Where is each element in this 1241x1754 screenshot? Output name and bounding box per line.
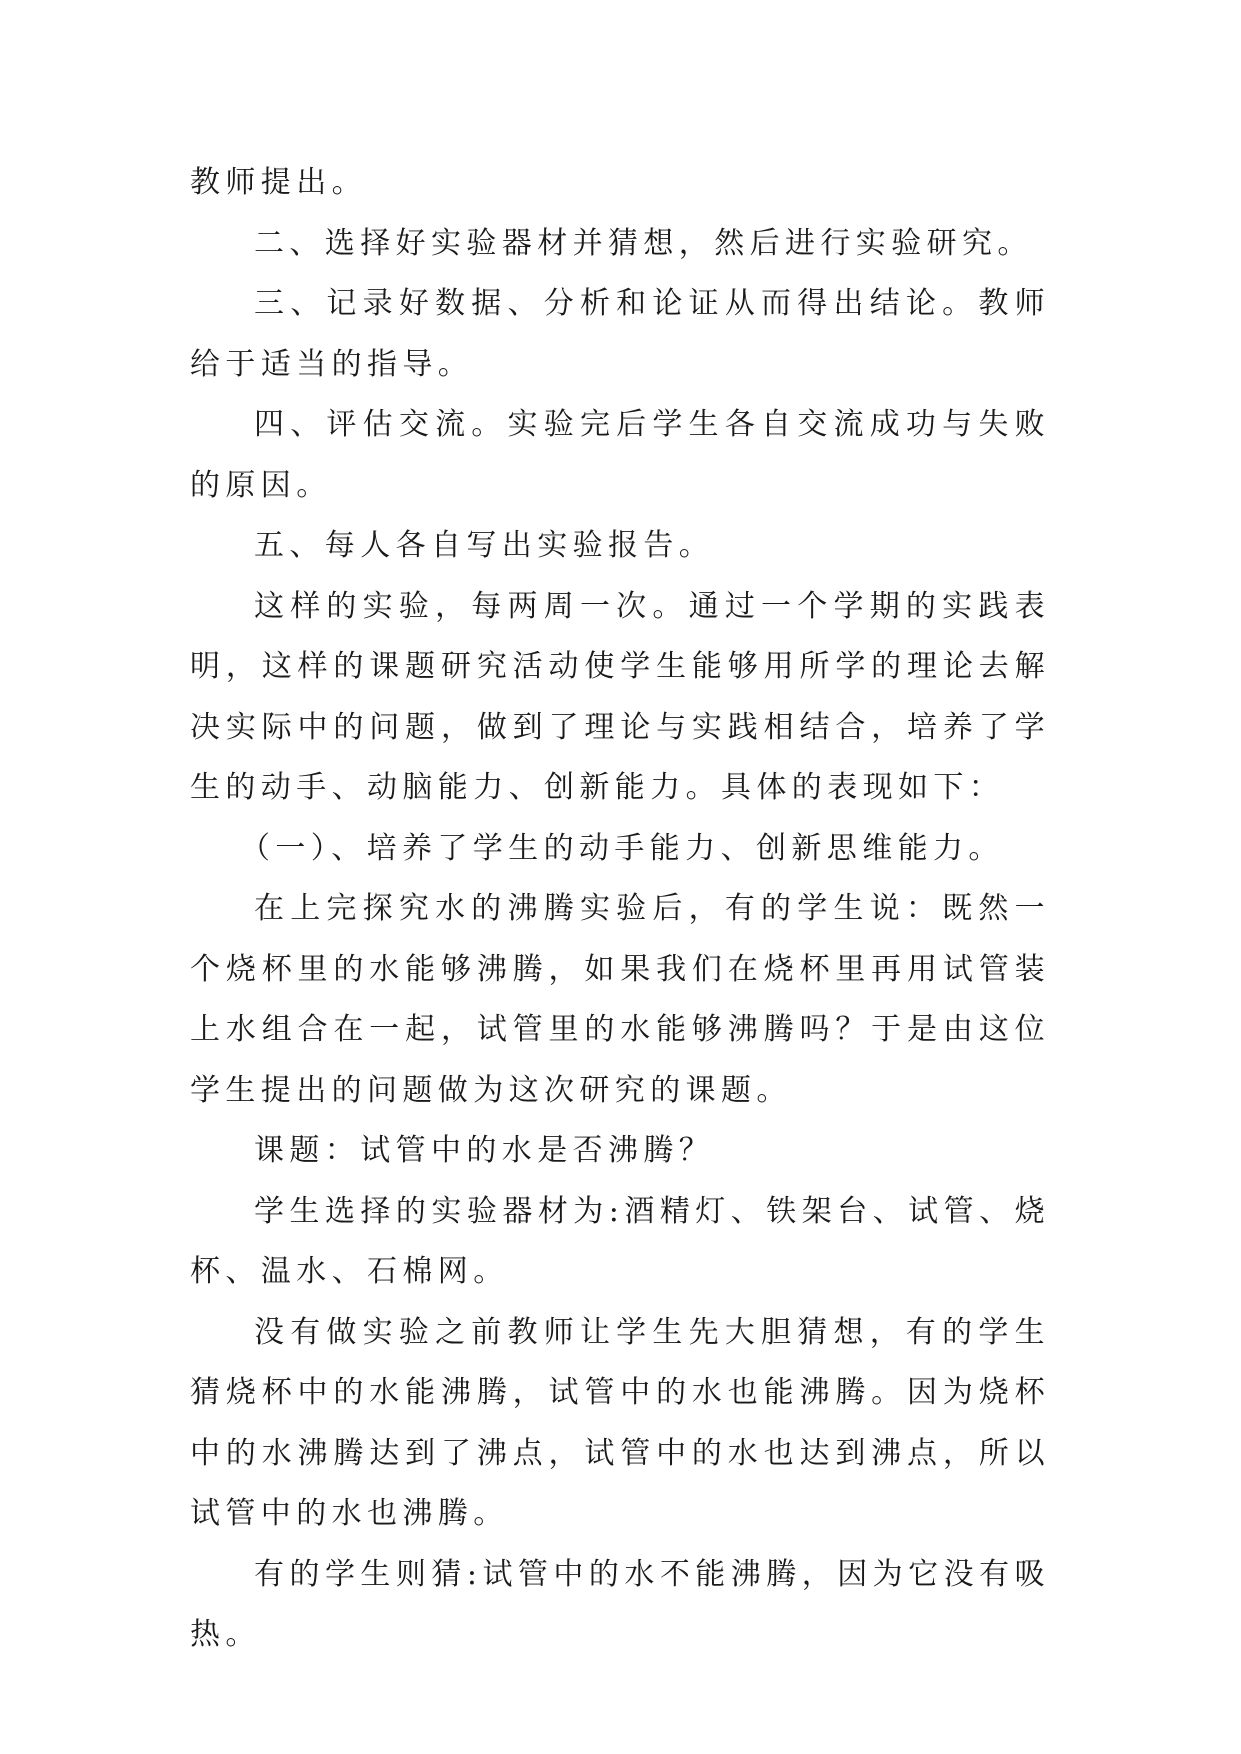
paragraph-step-five: 五、每人各自写出实验报告。 [254, 528, 715, 563]
paragraph-topic: 课题：试管中的水是否沸腾？ [254, 1133, 715, 1168]
paragraph-experiment-origin: 在上完探究水的沸腾实验后，有的学生说：既然一个烧杯里的水能够沸腾，如果我们在烧杯里再用试管装上水组合在一起，试管里的水能够沸腾吗？于是由这位学生提出的问题做为这次研究的课题。 [190, 891, 1050, 1108]
paragraph-step-four: 四、评估交流。实验完后学生各自交流成功与失败的原因。 [190, 407, 1050, 503]
section-heading: （一）、培养了学生的动手能力、创新思维能力。 [240, 830, 1004, 866]
paragraph-step-two: 二、选择好实验器材并猜想，然后进行实验研究。 [254, 225, 1033, 261]
paragraph-step-three: 三、记录好数据、分析和论证从而得出结论。教师给于适当的指导。 [190, 286, 1050, 382]
paragraph-equipment: 学生选择的实验器材为:酒精灯、铁架台、试管、烧杯、温水、石棉网。 [190, 1193, 1050, 1289]
paragraph-summary: 这样的实验，每两周一次。通过一个学期的实践表明，这样的课题研究活动使学生能够用所学的理论去解决实际中的问题，做到了理论与实践相结合，培养了学生的动手、动脑能力、创新能力。具体的表现如下： [190, 588, 1050, 805]
paragraph-continuation: 教师提出。 [190, 165, 367, 200]
document-body [190, 153, 1050, 1666]
paragraph-hypothesis-two: 有的学生则猜:试管中的水不能沸腾，因为它没有吸热。 [190, 1556, 1050, 1652]
paragraph-hypothesis-one: 没有做实验之前教师让学生先大胆猜想，有的学生猜烧杯中的水能沸腾，试管中的水也能沸腾。因为烧杯中的水沸腾达到了沸点，试管中的水也达到沸点，所以试管中的水也沸腾。 [190, 1314, 1050, 1531]
